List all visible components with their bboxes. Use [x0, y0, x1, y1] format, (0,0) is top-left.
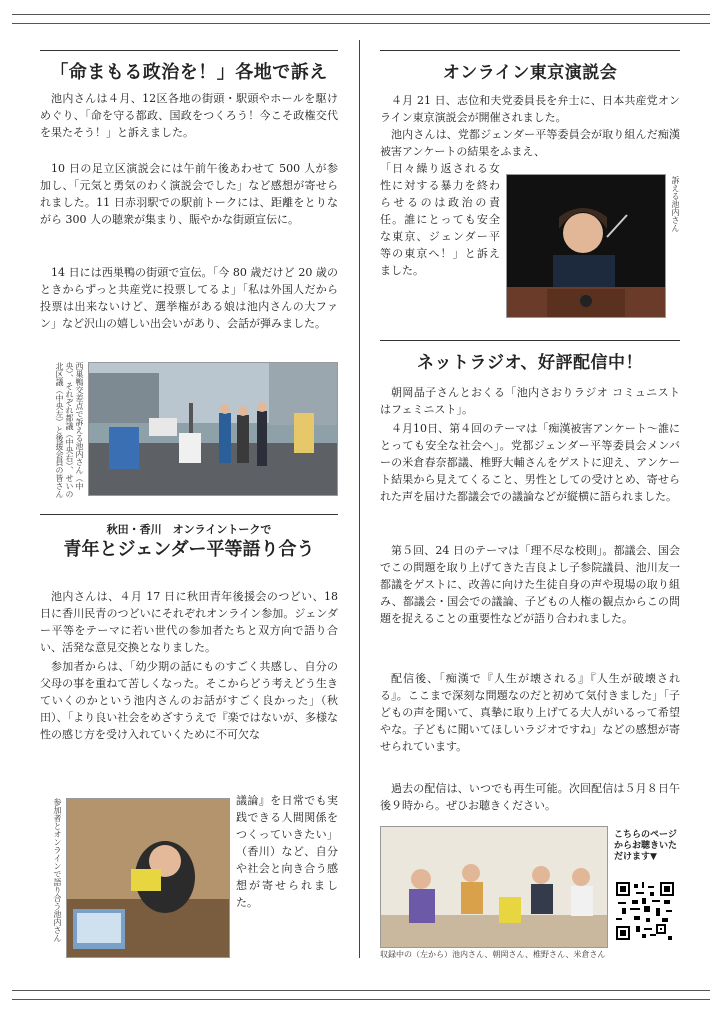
article-paragraph: 配信後、「痴漢で『人生が壊される』『人生が破壊される』。ここまで深刻な問題なのだと初めて気付きました」「子どもの声を聞いて、真摯に取り上げてる大人がいるって希望やな。子どもに聞いてほしいラジオですね」などの感想が寄せられています。	[380, 672, 680, 753]
headline-text: オンライン東京演説会	[442, 63, 618, 83]
top-border	[12, 14, 710, 24]
photo-caption: 参加者とオンラインで語り合う池内さん	[53, 798, 62, 942]
article-paragraph: 池内さんは、４月 17 日に秋田青年後援会のつどい、18 日に香川民青のつどいにそれぞれオンライン参加。ジェンダー平等をテーマに若い世代の参加者たちと双方向で語り合い、活発な意見交換となりました。	[40, 590, 338, 654]
article-paragraph: 第５回、24 日のテーマは「理不尽な校則」。都議会、国会でこの問題を取り上げてきた吉良よし子参院議員、池川友一都議をゲストに、改善に向けた生徒自身の声や現場の取り組み、都議会・国会での議論、子どもの人権の観点からこの問題を捉えることの重要性などが語り合われました。	[380, 544, 680, 625]
article-paragraph: 池内さんは、党都ジェンダー平等委員会が取り組んだ痴漢被害アンケートの結果をふまえ、	[380, 128, 680, 158]
speech-illustration	[507, 175, 665, 317]
street-campaign-photo	[88, 362, 338, 496]
radio-recording-illustration	[381, 827, 607, 947]
street-scene-illustration	[89, 363, 337, 495]
bottom-border	[12, 990, 710, 1000]
article-paragraph: 議論』を日常でも実践できる人間関係をつくっていきたい」（香川）など、自分や社会と向き合う感想が寄せられました。	[236, 794, 338, 909]
qr-note: こちらのページからお聴きいただけます▼	[614, 830, 678, 862]
article-paragraph: 14 日には西巣鴨の街頭で宣伝。「今 80 歳だけど 20 歳のときからずっと共産党に投票してるよ」「私は外国人だから投票は出来ないけど、選挙権がある娘は池内さんの大ファン」など沢山の嬉しい出会いがあり、会話が弾みました。	[40, 266, 338, 330]
headline-text: 「命まもる政治を！」各地で訴え	[50, 62, 328, 83]
column-divider	[359, 40, 360, 958]
article-headline	[380, 340, 680, 373]
photo-caption: 収録中の（左から）池内さん、朝岡さん、椎野さん、米倉さん	[380, 950, 606, 959]
article-paragraph: 過去の配信は、いつでも再生可能。次回配信は５月８日午後９時から。ぜひお聴きください。	[380, 782, 680, 812]
article-paragraph: 池内さんは４月、12区各地の街頭・駅頭やホールを駆けめぐり、「命を守る都政、国政をつくろう！今こそ政権交代を果たそう！」と訴えました。	[40, 92, 338, 139]
headline-text: ネットラジオ、好評配信中！	[417, 353, 643, 373]
article-paragraph: 参加者からは、「幼少期の話にものすごく共感し、自分の父母の事を重ねて苦しくなった。そこからどう考えどう生きていくのかという池内さんのお話がすごく良かった」（秋田）、「より良い社会をめざすうえで『楽ではないが、多様な性の感じ方を受け入れていくために不可欠な	[40, 660, 338, 741]
radio-recording-photo	[380, 826, 608, 948]
article-paragraph: ４月10日、第４回のテーマは「痴漢被害アンケート～誰にとっても安全な社会へ」。党都ジェンダー平等委員会メンバーの米倉春奈都議、椎野大輔さんをゲストに迎え、アンケート結果から見えてくること、男性としての受けとめ、寄せられた声を届けた都議会での議論などが縦横に語られました。	[380, 422, 680, 503]
left-column	[40, 40, 338, 960]
article-headline	[40, 514, 338, 561]
qr-code-icon	[616, 882, 674, 940]
online-talk-photo	[66, 798, 230, 958]
article-paragraph: 朝岡晶子さんとおくる「池内さおりラジオ コミュニストはフェミニスト」。	[380, 386, 680, 416]
qr-code[interactable]	[616, 882, 674, 940]
headline-subtitle: 秋田・香川 オンライントークで	[106, 523, 272, 536]
article-headline	[40, 50, 338, 83]
article-headline	[380, 50, 680, 83]
headline-text: 青年とジェンダー平等語り合う	[63, 539, 315, 560]
online-talk-illustration	[67, 799, 229, 957]
article-paragraph: ４月 21 日、志位和夫党委員長を弁士に、日本共産党オンライン東京演説会が開催されました。	[380, 94, 680, 124]
speech-photo	[506, 174, 666, 318]
article-paragraph: 「日々繰り返される女性に対する暴力を終わらせるのは政治の責任。誰にとっても安全な東京、ジェンダー平等の東京へ！」と訴えました。	[380, 162, 500, 277]
photo-caption: 西巣鴨交差点で訴える池内さん（中央）、それぞれ都議（中央右）、せいの北区議（中央左）と後援会員の皆さん	[55, 362, 84, 498]
photo-caption: 訴える池内さん	[671, 176, 680, 232]
article-paragraph: 10 日の足立区演説会には午前午後あわせて 500 人が参加し、「元気と勇気のわく演説会でした」など感想が寄せられました。11 日赤羽駅での駅前トークには、距離をとりながら 300 人の聴衆が集まり、賑やかな街頭宣伝に。	[40, 162, 338, 226]
right-column	[380, 40, 680, 960]
